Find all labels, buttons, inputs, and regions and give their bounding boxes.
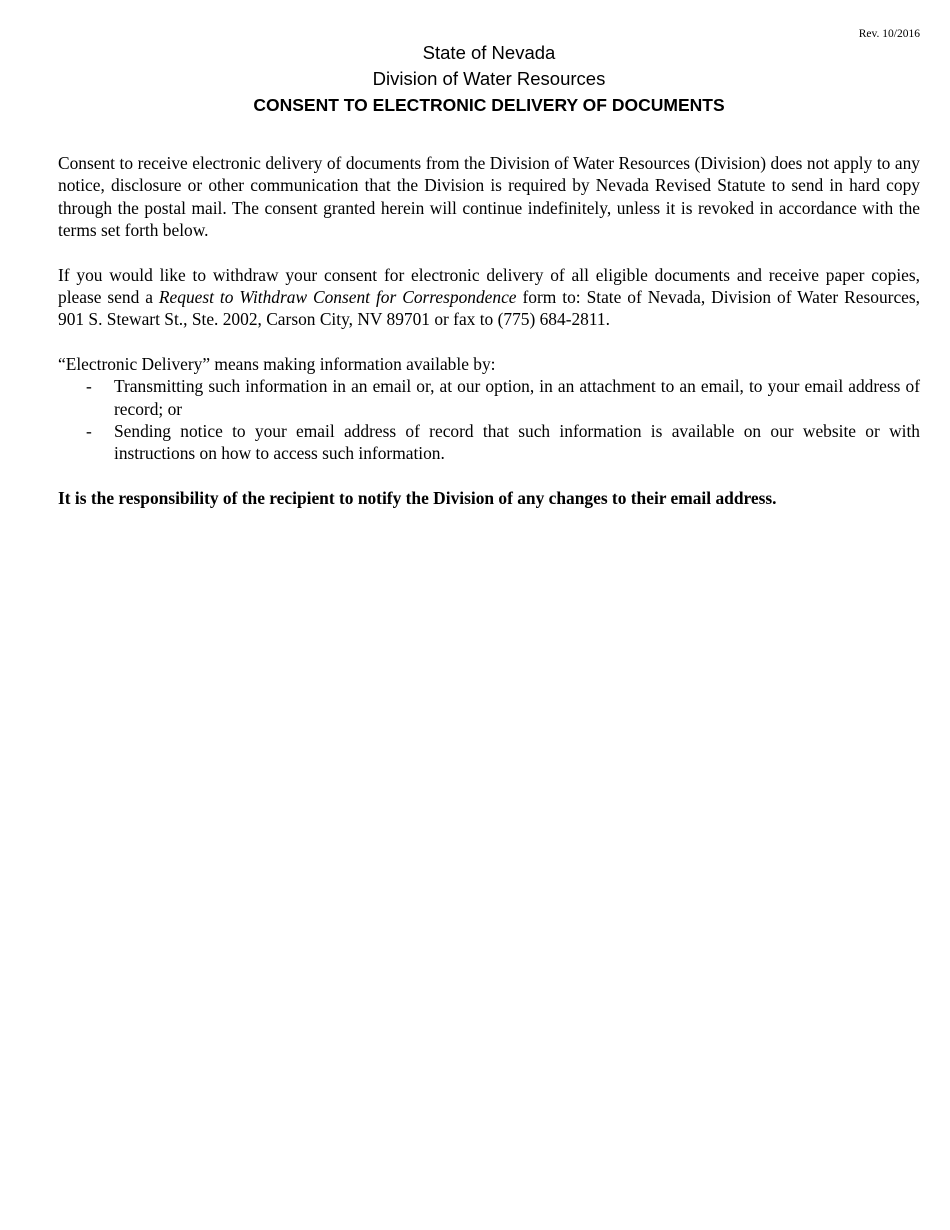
revision-date: Rev. 10/2016 — [858, 28, 920, 40]
withdraw-form-name: Request to Withdraw Consent for Correspondence — [158, 287, 517, 308]
bullet-dash: - — [86, 421, 92, 442]
withdraw-paragraph — [58, 264, 920, 331]
document-title: CONSENT TO ELECTRONIC DELIVERY OF DOCUMENTS — [253, 95, 725, 115]
withdraw-text-before: If you would like to withdraw your consent for electronic delivery of all eligible documents and receive paper copies, please send a — [58, 264, 920, 308]
definition-intro: “Electronic Delivery” means making information available by: — [58, 353, 496, 374]
list-item-text: Transmitting such information in an email or, at our option, in an attachment to an email, to your email address of record; or — [114, 376, 920, 419]
list-item-text: Sending notice to your email address of record that such information is available on our website or with instructions on how to access such information. — [114, 421, 920, 464]
consent-paragraph: Consent to receive electronic delivery of documents from the Division of Water Resources (Division) does not apply to any notice, disclosure or other communication that the Division is required by Nevada Revised Statute to send in hard copy through the postal mail. The consent granted herein will continue indefinitely, unless it is revoked in accordance with the terms set forth below. — [58, 153, 920, 241]
withdraw-text-after: form to: State of Nevada, Division of Water Resources, 901 S. Stewart St., Ste. 2002, Carson City, NV 89701 or fax to (775) 684-2811. — [58, 287, 920, 330]
document-header — [0, 40, 950, 118]
responsibility-notice: It is the responsibility of the recipient to notify the Division of any changes to their email address. — [58, 487, 777, 508]
bullet-dash: - — [86, 376, 92, 397]
definition-list — [58, 375, 920, 465]
document-body — [58, 152, 920, 509]
list-item — [58, 420, 920, 465]
list-item — [58, 375, 920, 420]
state-name: State of Nevada — [422, 42, 556, 63]
division-name: Division of Water Resources — [372, 68, 606, 89]
